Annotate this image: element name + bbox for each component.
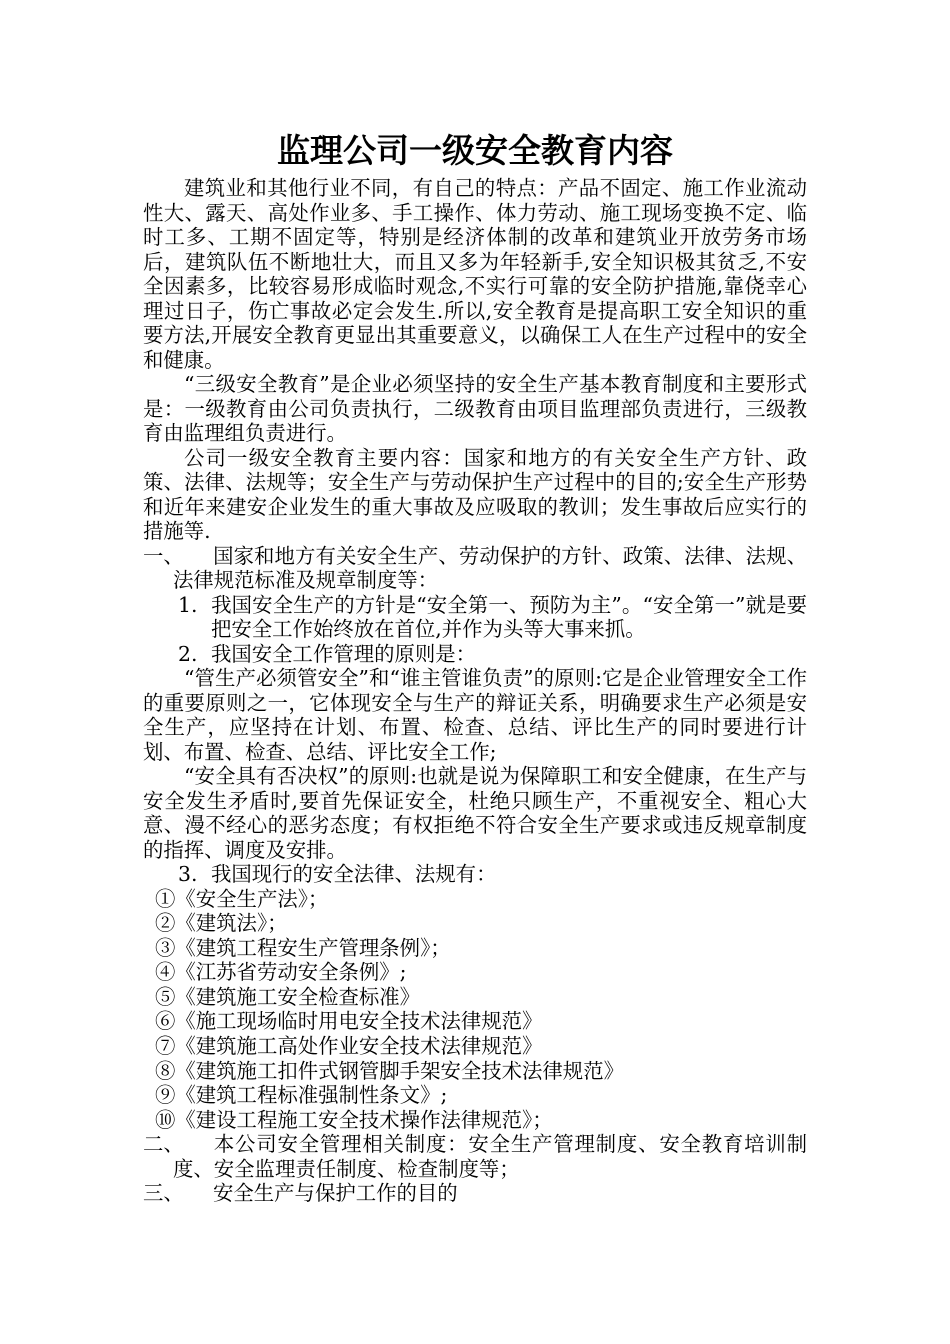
law-list-item: ⑩《建设工程施工安全技术操作法律规范》；: [155, 1107, 553, 1132]
section-2-text: 本公司安全管理相关制度：安全生产管理制度、安全教育培训制度、安全监理责任制度、检查制度等；: [173, 1132, 807, 1181]
intro-paragraph-2: “三级安全教育”是企业必须坚持的安全生产基本教育制度和主要形式是：一级教育由公司负责执行，二级教育由项目监理部负责进行，三级教育由监理组负责进行。: [143, 372, 807, 445]
section-1-item-3: [143, 862, 807, 887]
section-1-item-1: [143, 593, 807, 642]
section-1-number: 一、: [143, 543, 184, 568]
law-list-item: ④《江苏省劳动安全条例》;: [155, 960, 407, 985]
section-3-text: 安全生产与保护工作的目的: [213, 1181, 458, 1206]
law-list: [143, 887, 807, 1133]
item-2-text: 我国安全工作管理的原则是：: [211, 641, 477, 666]
section-3-number: 三、: [143, 1181, 184, 1206]
section-1-heading: [143, 544, 807, 593]
law-list-item: ③《建筑工程安生产管理条例》；: [155, 935, 451, 960]
item-2-number: 2.: [178, 641, 198, 666]
intro-paragraph-1: 建筑业和其他行业不同，有自己的特点：产品不固定、施工作业流动性大、露天、高处作业多、手工操作、体力劳动、施工现场变换不定、临时工多、工期不固定等，特别是经济体制的改革和建筑业开放劳务市场后，建筑队伍不断地壮大，而且又多为年轻新手,安全知识极其贫乏,不安全因素多，比较容易形成临时观念,不实行可靠的安全防护措施,靠侥幸心理过日子，伤亡事故必定会发生.所以,安全教育是提高职工安全知识的重要方法,开展安全教育更显出其重要意义，以确保工人在生产过程中的安全和健康。: [143, 176, 807, 372]
document-page: [143, 128, 807, 1206]
section-2-heading: [143, 1132, 807, 1181]
item-3-text: 我国现行的安全法律、法规有：: [211, 862, 497, 886]
principle-paragraph-1: “管生产必须管安全”和“谁主管谁负责”的原则:它是企业管理安全工作的重要原则之一，它体现安全与生产的辩证关系，明确要求生产必须是安全生产，应坚持在计划、布置、检查、总结、评比生产的同时要进行计划、布置、检查、总结、评比安全工作;: [143, 666, 807, 764]
section-2-number: 二、: [143, 1132, 184, 1157]
section-1-item-2: [143, 642, 807, 667]
item-3-number: 3.: [178, 862, 198, 886]
law-list-item: ②《建筑法》；: [155, 911, 288, 936]
law-list-item: ⑨《建筑工程标准强制性条文》;: [155, 1083, 448, 1108]
law-list-item: ⑥《施工现场临时用电安全技术法律规范》: [155, 1009, 543, 1034]
intro-paragraph-3: 公司一级安全教育主要内容：国家和地方的有关安全生产方针、政策、法律、法规等；安全生产与劳动保护生产过程中的目的;安全生产形势和近年来建安企业发生的重大事故及应吸取的教训；发生事故后应实行的措施等.: [143, 445, 807, 543]
law-list-item: ①《安全生产法》；: [155, 886, 329, 911]
item-1-number: 1.: [178, 592, 198, 617]
law-list-item: ⑦《建筑施工高处作业安全技术法律规范》: [155, 1034, 543, 1059]
section-3-heading: [143, 1181, 807, 1206]
item-1-text: 我国安全生产的方针是“安全第一、预防为主”。“安全第一”就是要把安全工作始终放在首位,并作为头等大事来抓。: [211, 592, 807, 641]
section-1-text: 国家和地方有关安全生产、劳动保护的方针、政策、法律、法规、法律规范标准及规章制度等：: [173, 543, 807, 592]
law-list-item: ⑤《建筑施工安全检查标准》: [155, 984, 421, 1009]
document-title: 监理公司一级安全教育内容: [277, 131, 673, 170]
law-list-item: ⑧《建筑施工扣件式钢管脚手架安全技术法律规范》: [155, 1058, 624, 1083]
principle-paragraph-2: “安全具有否决权”的原则:也就是说为保障职工和安全健康，在生产与安全发生矛盾时,要首先保证安全，杜绝只顾生产，不重视安全、粗心大意、漫不经心的恶劣态度；有权拒绝不符合安全生产要求或违反规章制度的指挥、调度及安排。: [143, 764, 807, 862]
